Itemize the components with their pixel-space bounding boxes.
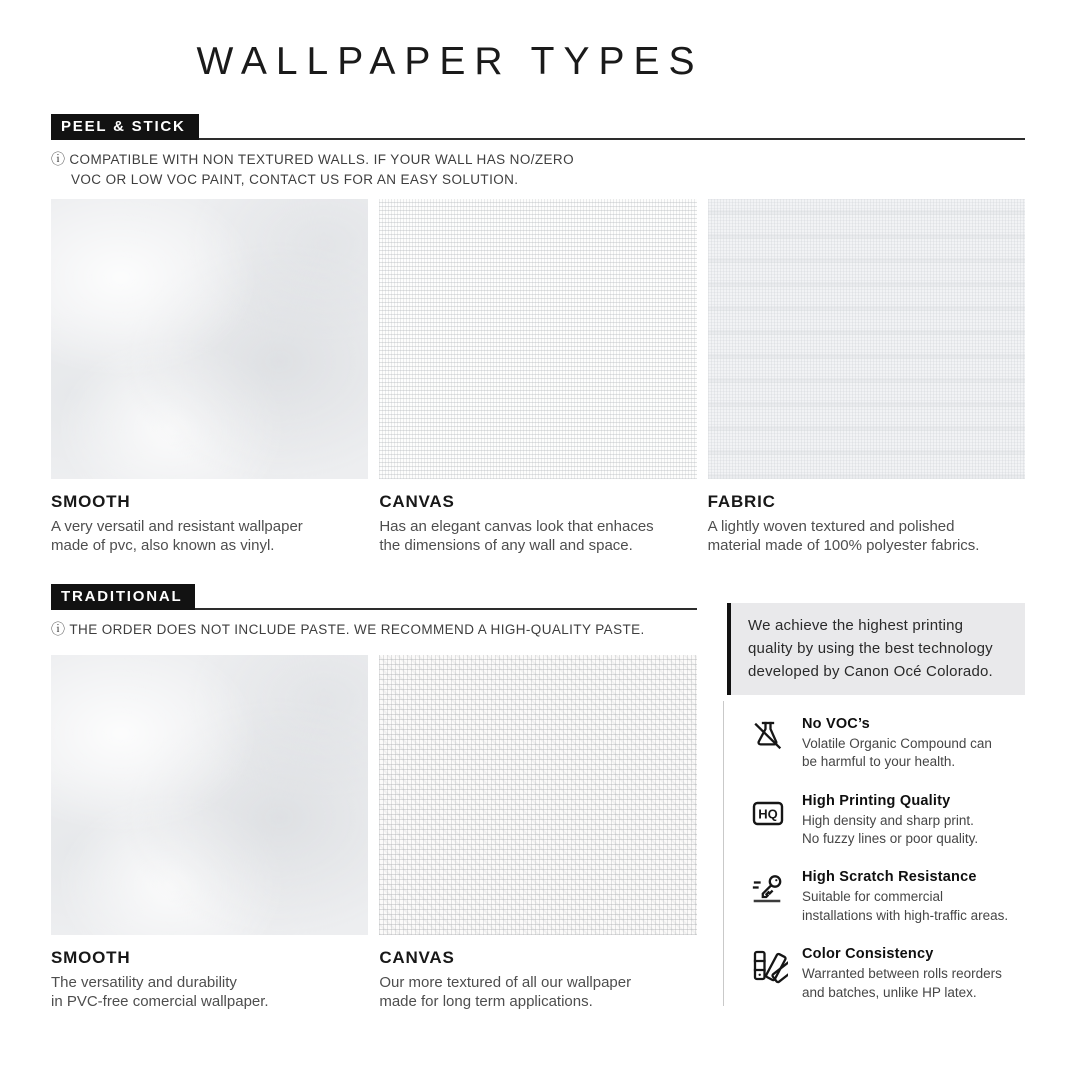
desc-line: Warranted between rolls reorders xyxy=(802,966,1002,982)
swatch-description xyxy=(51,974,368,1012)
note-line-2: VOC OR LOW VOC PAINT, CONTACT US FOR AN EASY SOLUTION. xyxy=(71,172,519,188)
canvas-texture-image xyxy=(379,199,696,479)
note-text: COMPATIBLE WITH NON TEXTURED WALLS. IF YOUR WALL HAS NO/ZERO xyxy=(69,152,574,167)
desc-line: and batches, unlike HP latex. xyxy=(802,984,977,1000)
peel-stick-note xyxy=(51,149,574,191)
quote-line: quality by using the best technology xyxy=(748,639,993,657)
peel-stick-swatch-grid xyxy=(51,199,1025,556)
desc-line: Our more textured of all our wallpaper xyxy=(379,974,632,991)
swatch-canvas-peel xyxy=(379,199,696,556)
feature-description xyxy=(802,735,992,772)
hq-badge-icon xyxy=(748,793,788,833)
swatch-fabric-peel xyxy=(708,199,1025,556)
desc-line: be harmful to your health. xyxy=(802,754,956,770)
swatch-title: CANVAS xyxy=(379,948,455,967)
desc-line: A lightly woven textured and polished xyxy=(707,518,955,535)
quote-line: developed by Canon Océ Colorado. xyxy=(748,662,993,680)
smooth-texture-image xyxy=(51,199,368,479)
info-icon: ⓘ xyxy=(51,621,66,637)
desc-line: The versatility and durability xyxy=(51,974,237,991)
feature-description xyxy=(802,888,1008,925)
feature-title: High Scratch Resistance xyxy=(802,869,977,886)
desc-line: High density and sharp print. xyxy=(802,812,974,828)
page-title: WALLPAPER TYPES xyxy=(196,40,704,83)
note-text: THE ORDER DOES NOT INCLUDE PASTE. WE RECOMMEND A HIGH-QUALITY PASTE. xyxy=(69,622,645,637)
feature-color-consistency xyxy=(748,946,1025,1002)
desc-line: installations with high-traffic areas. xyxy=(802,907,1009,923)
printing-quality-callout xyxy=(727,603,1025,695)
feature-description xyxy=(802,812,978,849)
section-rule xyxy=(199,138,1025,140)
feature-list xyxy=(723,701,1025,1006)
swatch-title: FABRIC xyxy=(707,492,776,511)
feature-title: No VOC’s xyxy=(802,716,870,732)
note-line-1 xyxy=(51,619,645,640)
canvas-rough-texture-image xyxy=(379,655,696,935)
feature-title: Color Consistency xyxy=(802,946,934,963)
feature-no-voc xyxy=(748,716,1025,772)
no-voc-flask-icon xyxy=(748,716,788,756)
note-line-1 xyxy=(51,149,574,170)
quote-line: We achieve the highest printing xyxy=(748,617,964,634)
swatch-description xyxy=(379,518,696,556)
desc-line: made for long term applications. xyxy=(379,992,593,1010)
swatch-title: SMOOTH xyxy=(51,492,131,511)
svg-text:HQ: HQ xyxy=(758,806,778,822)
desc-line: the dimensions of any wall and space. xyxy=(379,536,633,554)
feature-high-printing-quality xyxy=(748,793,1025,849)
feature-high-scratch-resistance xyxy=(748,869,1025,925)
traditional-note xyxy=(51,619,645,640)
section-label-peel-stick: PEEL & STICK xyxy=(51,114,199,140)
desc-line: No fuzzy lines or poor quality. xyxy=(802,831,979,847)
desc-line: Volatile Organic Compound can xyxy=(802,736,992,751)
desc-line: Suitable for commercial xyxy=(802,889,944,905)
swatch-canvas-traditional xyxy=(379,655,696,1012)
desc-line: Has an elegant canvas look that enhaces xyxy=(379,518,654,535)
swatch-description xyxy=(51,518,368,556)
desc-line: A very versatil and resistant wallpaper xyxy=(51,518,303,535)
section-label-traditional: TRADITIONAL xyxy=(51,584,195,610)
color-swatch-fan-icon xyxy=(748,946,788,986)
swatch-smooth-traditional xyxy=(51,655,368,1012)
smooth-texture-image xyxy=(51,655,368,935)
feature-description xyxy=(802,965,1002,1002)
desc-line: made of pvc, also known as vinyl. xyxy=(51,536,275,554)
info-icon: ⓘ xyxy=(51,151,66,167)
section-header-traditional xyxy=(51,584,697,610)
desc-line: in PVC-free comercial wallpaper. xyxy=(51,992,269,1010)
scratch-key-icon xyxy=(748,869,788,909)
swatch-title: SMOOTH xyxy=(51,948,131,967)
section-rule xyxy=(195,608,697,610)
feature-title: High Printing Quality xyxy=(802,792,951,809)
swatch-smooth-peel xyxy=(51,199,368,556)
fabric-texture-image xyxy=(708,199,1025,479)
swatch-description xyxy=(708,518,1025,556)
desc-line: material made of 100% polyester fabrics. xyxy=(707,536,980,554)
swatch-description xyxy=(379,974,696,1012)
swatch-title: CANVAS xyxy=(379,492,455,511)
section-header-peel-stick xyxy=(51,114,1025,140)
